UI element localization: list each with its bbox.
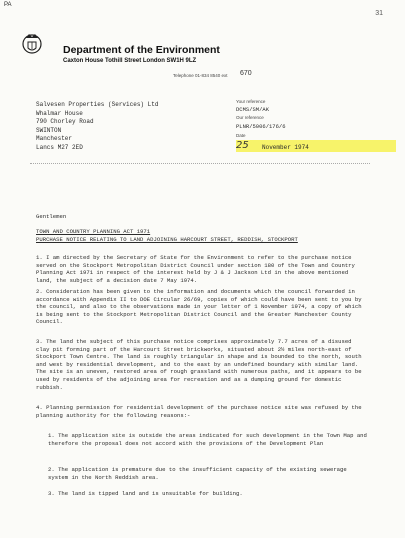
salutation: Gentlemen [36, 213, 67, 220]
subject-line-1: TOWN AND COUNTRY PLANNING ACT 1971 [36, 228, 151, 235]
date-day-handwritten: 25 [236, 140, 249, 151]
subject-line-2: PURCHASE NOTICE RELATING TO LAND ADJOINING HARCOURT STREET, REDDISH, STOCKPORT [36, 236, 298, 243]
royal-crest-icon [19, 30, 45, 56]
paragraph-4: 4. Planning permission for residential development of the purchase notice site was refused by the planning authority for the following reasons:- [36, 404, 362, 419]
divider [30, 163, 370, 164]
telephone-extension: 670 [240, 70, 252, 77]
telephone-label: Telephone 01-834 8540 ext [173, 73, 228, 78]
reason-1: 1. The application site is outside the areas indicated for such development in the Town Map and therefore the proposal does not accord with the provisions of the Development Plan [48, 432, 367, 447]
reason-2: 2. The application is premature due to the insufficient capacity of the existing sewerage system in the North Reddish area. [48, 466, 347, 481]
your-reference-label: Your reference [236, 99, 266, 104]
margin-note-left: PA [4, 2, 12, 8]
paragraph-3: 3. The land the subject of this purchase notice comprises approximately 7.7 acres of a disused clay pit forming part of the Harcourt Street brickworks, situated about 2½ miles north-east of Stockport Town Centre. The land is roughly triangular in shape and is bounded to the north, south and west by residential development, and to the east by an undefined boundary with similar land. The site is an uneven, restored area of rough grassland with numerous paths, and it appears to be used by residents of the adjoining area for recreation and as a dumping ground for domestic rubbish. [36, 338, 362, 391]
recipient-line: 790 Chorley Road [36, 118, 94, 126]
recipient-line: Manchester [36, 135, 73, 143]
department-name: Department of the Environment [63, 44, 220, 56]
margin-note-right: 31 [375, 10, 383, 17]
recipient-line: Whalmar House [36, 109, 83, 117]
your-reference: DCMS/SM/AK [236, 106, 270, 113]
recipient-line: SWINTON [36, 126, 62, 134]
date-month-year: November 1974 [262, 144, 309, 151]
reason-3: 3. The land is tipped land and is unsuitable for building. [48, 490, 243, 497]
recipient-address [36, 101, 158, 153]
recipient-line: Salvesen Properties (Services) Ltd [36, 101, 159, 108]
department-address: Caxton House Tothill Street London SW1H 9LZ [63, 58, 197, 64]
our-reference: PLNR/5006/176/6 [236, 123, 286, 130]
date-highlight [236, 140, 396, 152]
our-reference-label: Our reference [236, 115, 264, 120]
date-label: Date [236, 133, 246, 138]
paragraph-1: 1. I am directed by the Secretary of State for the Environment to refer to the purchase notice served on the Stockport Metropolitan District Council under section 180 of the Town and Country Planning Act 1971 in respect of the interest held by J & J Jackson Ltd in the above mentioned land, the subject of a decision date 7 May 1974. [36, 254, 355, 284]
recipient-line: Lancs M27 2ED [36, 143, 83, 151]
paragraph-2: 2. Consideration has been given to the information and documents which the council forwarded in accordance with Appendix II to DOE Circular 26/69, copies of which could have been sent to you by the council, and also to the observations made in your letter of 1 November 1974, a copy of which is being sent to the Stockport Metropolitan District Council and the Greater Manchester County Council. [36, 288, 362, 326]
